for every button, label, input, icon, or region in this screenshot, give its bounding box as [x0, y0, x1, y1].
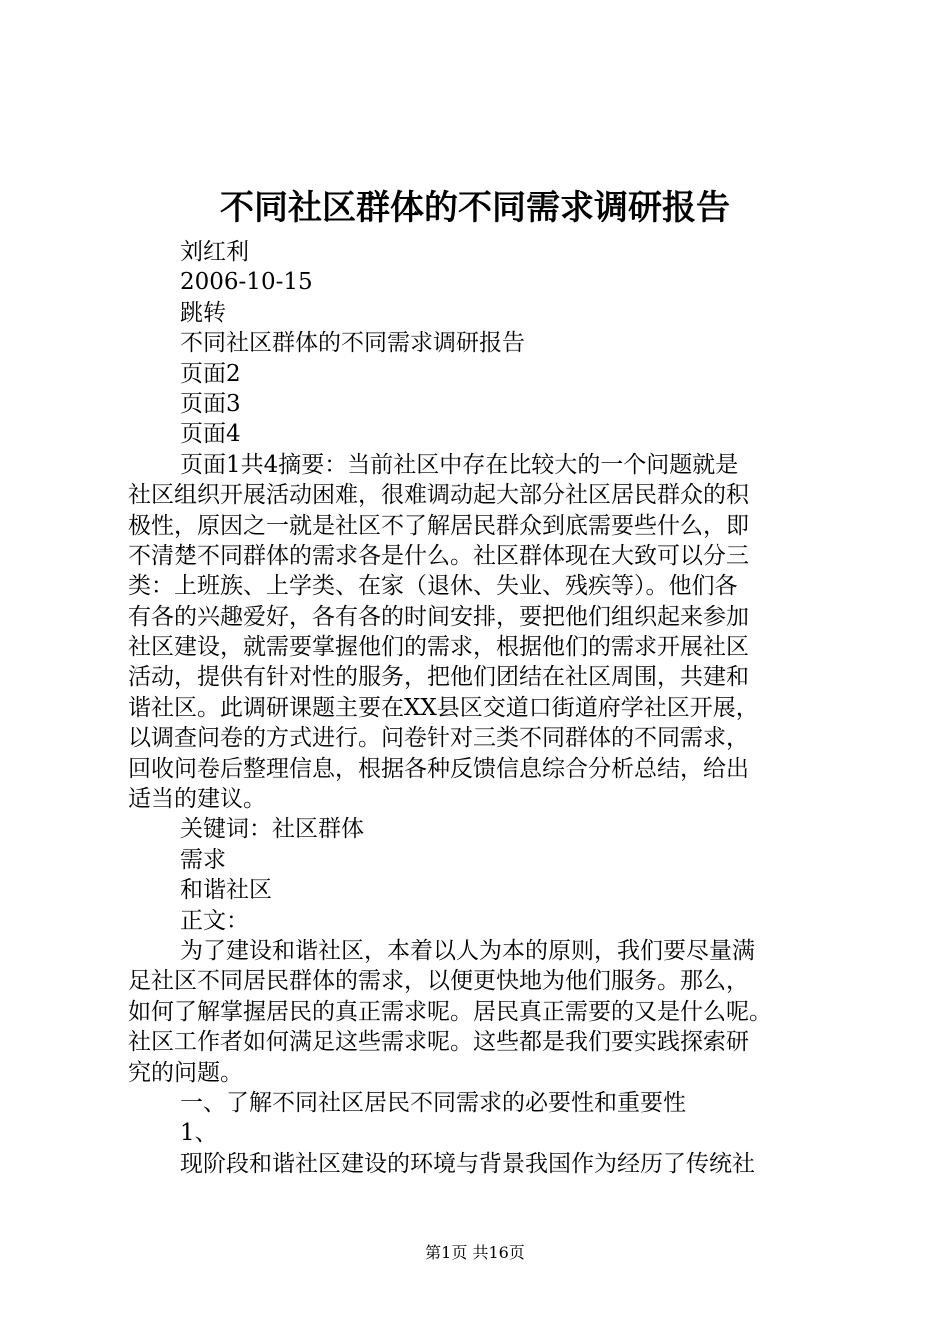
text-line: 页面4 [180, 421, 241, 448]
document-body [128, 237, 833, 1179]
text-line: 以调查问卷的方式进行。问卷针对三类不同群体的不同需求， [128, 725, 749, 752]
text-line: 足社区不同居民群体的需求，以便更快地为他们服务。那么， [128, 968, 749, 995]
text-line: 类：上班族、上学类、在家（退休、失业、残疾等）。他们各 [128, 573, 738, 600]
document-title: 不同社区群体的不同需求调研报告 [220, 188, 730, 228]
text-line: 极性，原因之一就是社区不了解居民群众到底需要些什么，即 [128, 512, 749, 539]
text-line: 适当的建议。 [128, 786, 266, 813]
text-line: 正文： [180, 907, 249, 934]
text-line: 跳转 [180, 299, 226, 326]
text-line: 2006-10-15 [180, 269, 313, 296]
text-line: 不清楚不同群体的需求各是什么。社区群体现在大致可以分三 [128, 542, 749, 569]
text-line: 现阶段和谐社区建设的环境与背景我国作为经历了传统社 [180, 1150, 755, 1177]
text-line: 关键词：社区群体 [180, 816, 364, 843]
text-line: 需求 [180, 846, 226, 873]
text-line: 有各的兴趣爱好，各有各的时间安排，要把他们组织起来参加 [128, 603, 749, 630]
text-line: 页面2 [180, 360, 241, 387]
text-line: 谐社区。此调研课题主要在XX县区交道口街道府学社区开展， [128, 694, 759, 721]
text-line: 和谐社区 [180, 877, 272, 904]
text-line: 社区建设，就需要掌握他们的需求，根据他们的需求开展社区 [128, 634, 749, 661]
text-line: 不同社区群体的不同需求调研报告 [180, 330, 525, 357]
text-line: 如何了解掌握居民的真正需求呢。居民真正需要的又是什么呢。 [128, 998, 772, 1025]
text-line: 页面1共4摘要：当前社区中存在比较大的一个问题就是 [180, 451, 739, 478]
text-line: 社区组织开展活动困难，很难调动起大部分社区居民群众的积 [128, 482, 749, 509]
text-line: 社区工作者如何满足这些需求呢。这些都是我们要实践探索研 [128, 1029, 749, 1056]
text-line: 回收问卷后整理信息，根据各种反馈信息综合分析总结，给出 [128, 755, 749, 782]
text-line: 刘红利 [180, 239, 249, 265]
page-footer: 第1页 共16页 [425, 1243, 525, 1262]
text-line: 1、 [180, 1120, 218, 1147]
text-line: 为了建设和谐社区，本着以人为本的原则，我们要尽量满 [180, 937, 755, 964]
text-line: 页面3 [180, 390, 241, 417]
text-line: 究的问题。 [128, 1059, 243, 1086]
text-line: 活动，提供有针对性的服务，把他们团结在社区周围，共建和 [128, 664, 749, 691]
text-line: 一、了解不同社区居民不同需求的必要性和重要性 [180, 1089, 686, 1116]
